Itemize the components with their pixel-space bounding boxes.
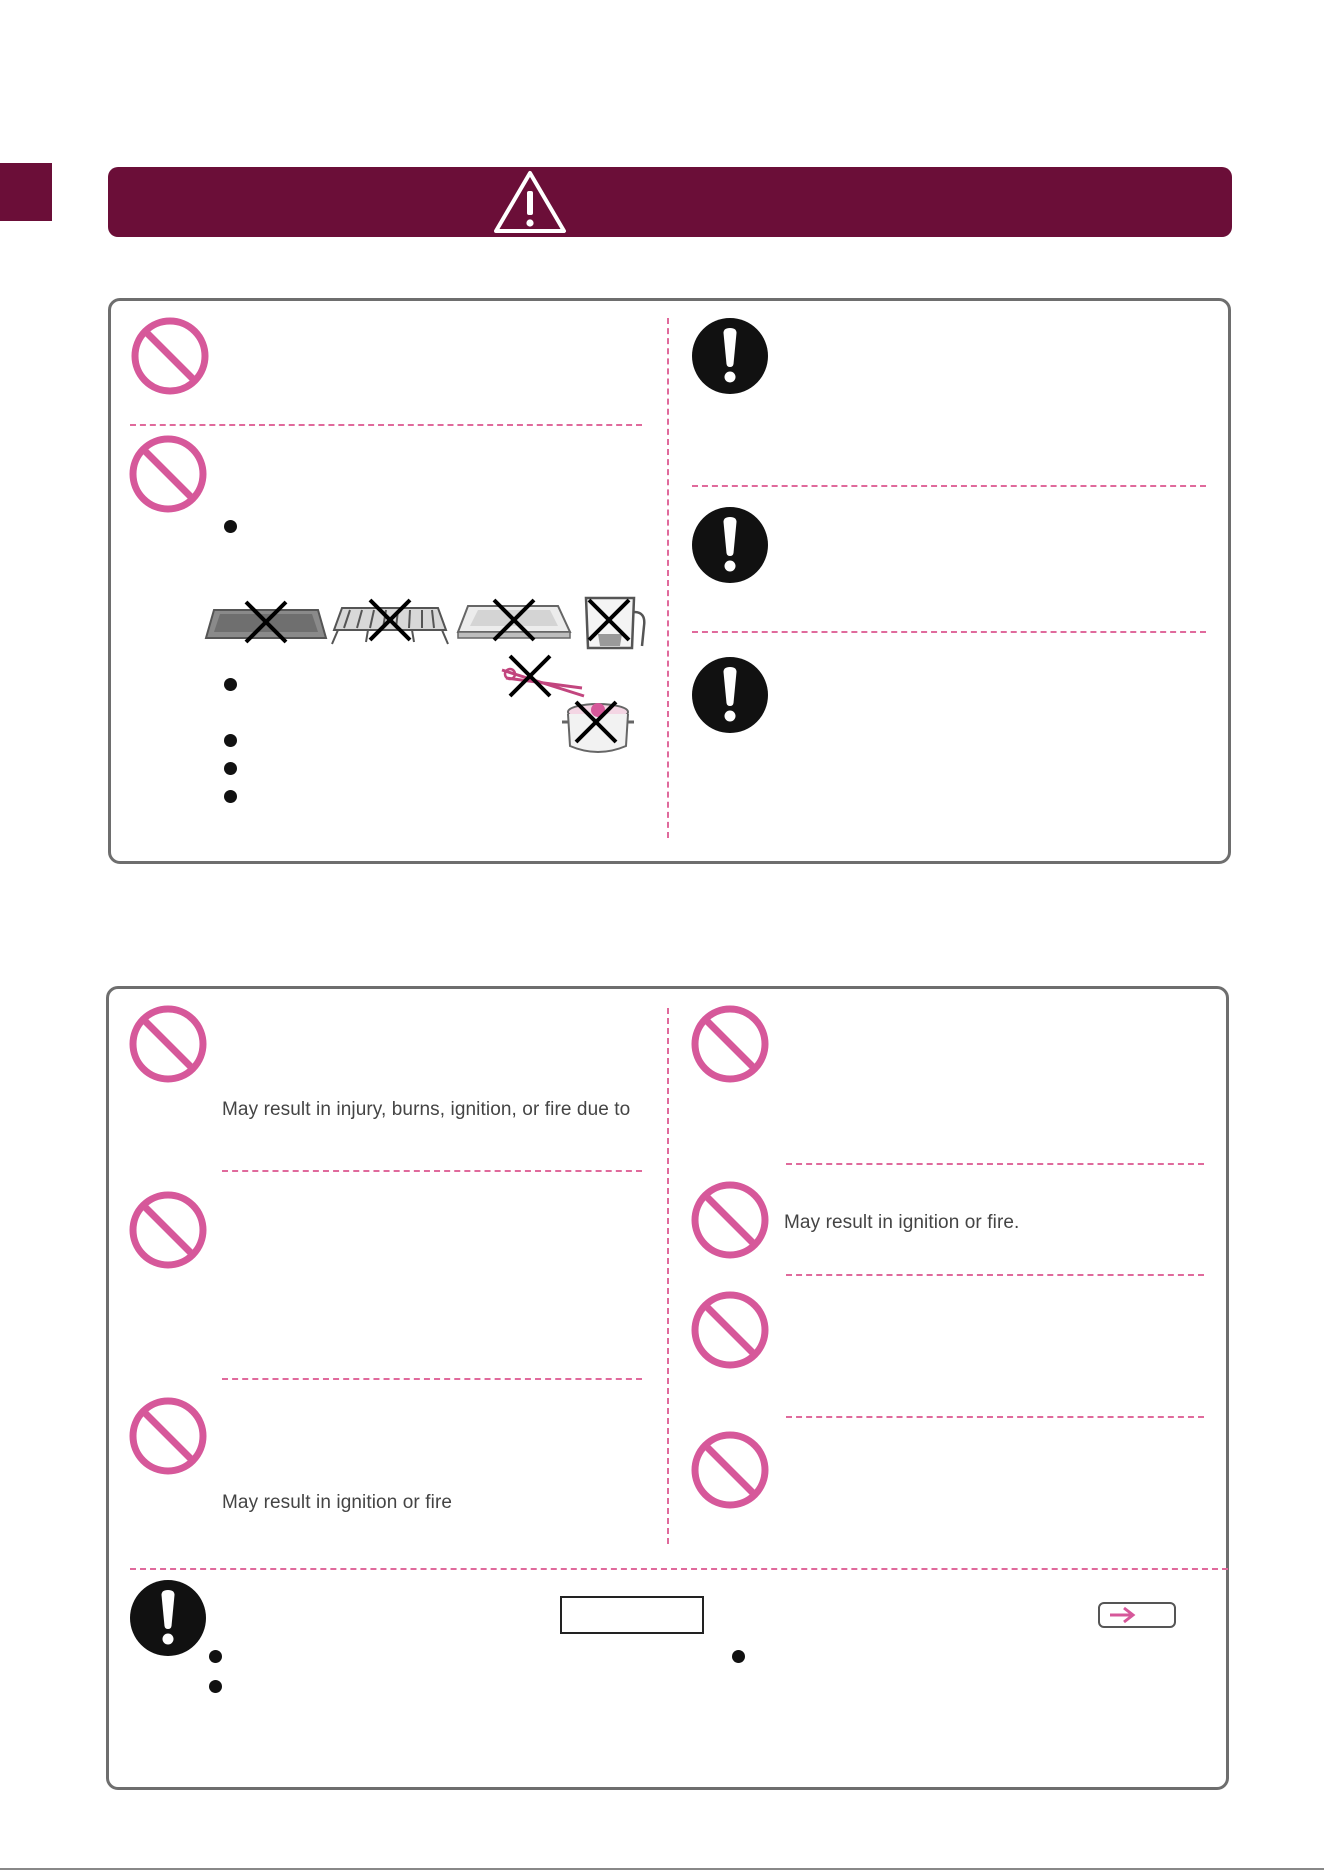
footer-rule: [0, 1868, 1324, 1870]
section-divider: [786, 1274, 1204, 1276]
exclamation-icon: [690, 316, 770, 396]
section-divider: [786, 1163, 1204, 1165]
grill-rack-illustration: [328, 596, 452, 648]
bullet: [224, 790, 237, 803]
section-divider: [692, 631, 1206, 633]
pot-illustration: [558, 696, 636, 758]
bullet: [224, 762, 237, 775]
prohibition-icon: [128, 434, 208, 514]
top-warning-panel: [108, 298, 1231, 864]
section-divider: [692, 485, 1206, 487]
section-tab-marker: [0, 163, 52, 221]
section-divider: [130, 424, 642, 426]
prohibition-icon: [690, 1430, 770, 1510]
exclamation-icon: [128, 1578, 208, 1658]
prohibition-icon: [128, 1004, 208, 1084]
caution-note: May result in injury, burns, ignition, or fire due to: [222, 1099, 631, 1120]
prohibition-icon: [690, 1180, 770, 1260]
exclamation-icon: [690, 655, 770, 735]
top-panel-column-divider: [667, 318, 669, 838]
baking-tray-illustration: [204, 596, 328, 648]
bullet: [224, 520, 237, 533]
bottom-panel-column-divider: [667, 1008, 669, 1544]
reference-label-box: [560, 1596, 704, 1634]
bullet: [209, 1680, 222, 1693]
steam-tray-illustration: [454, 596, 578, 648]
bullet: [224, 734, 237, 747]
bullet: [224, 678, 237, 691]
warning-triangle-icon: [490, 167, 570, 237]
caution-note: May result in ignition or fire.: [784, 1212, 1020, 1233]
caution-note: May result in ignition or fire: [222, 1492, 453, 1513]
bullet: [209, 1650, 222, 1663]
section-divider: [222, 1378, 642, 1380]
warning-banner: [108, 167, 1232, 237]
prohibition-icon: [690, 1290, 770, 1370]
exclamation-icon: [690, 505, 770, 585]
section-divider: [222, 1170, 642, 1172]
page-reference-link[interactable]: [1098, 1602, 1176, 1628]
prohibition-icon: [128, 1396, 208, 1476]
section-divider: [786, 1416, 1204, 1418]
prohibition-icon: [690, 1004, 770, 1084]
prohibition-icon: [128, 1190, 208, 1270]
water-tank-illustration: [580, 590, 650, 658]
prohibition-icon: [130, 316, 210, 396]
bullet: [732, 1650, 745, 1663]
arrow-right-icon: [1106, 1604, 1146, 1626]
section-divider: [130, 1568, 1228, 1570]
